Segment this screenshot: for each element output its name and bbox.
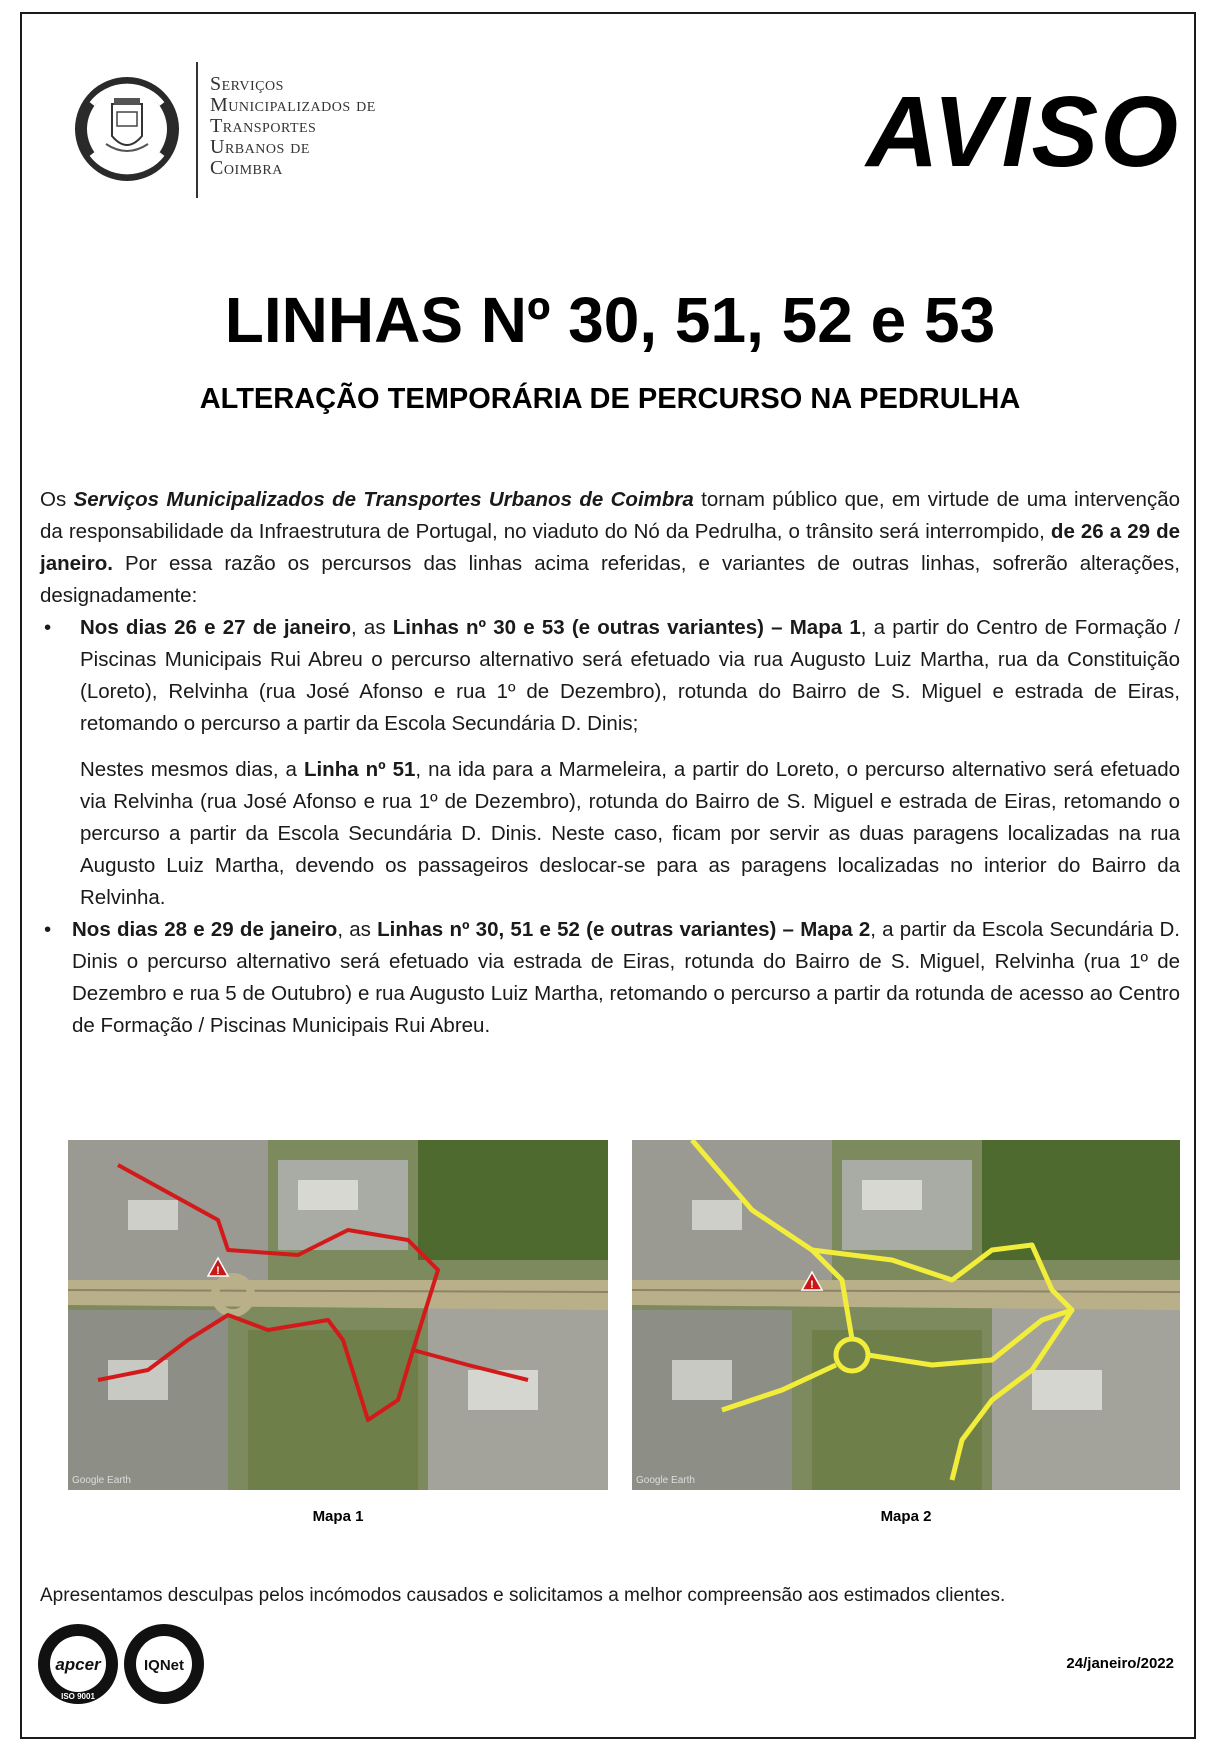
iqnet-certification-logo: [122, 1622, 206, 1706]
bullet-text: , as: [351, 616, 393, 639]
apology-text: Apresentamos desculpas pelos incómodos causados e solicitamos a melhor compreensão aos estimados clientes.: [40, 1585, 1006, 1606]
svg-text:!: !: [810, 1279, 814, 1291]
page-title: LINHAS Nº 30, 51, 52 e 53: [224, 284, 996, 356]
intro-text: Por essa razão os percursos das linhas acima referidas, e variantes de outras linhas, sofrerão alterações, designadamente:: [40, 552, 1180, 607]
bullet-text: , a partir da Escola Secundária D. Dinis o percurso alternativo será efetuado via estrada de Eiras, rotunda do Bairro de S. Miguel, Relvinha (rua 1º de Dezembro e rua 5 de Outubro) e rua Augusto Luiz Martha, retomando o percurso a partir da rotunda de acesso ao Centro de Formação / Piscinas Municipais Rui Abreu.: [72, 918, 1180, 1037]
organization-name: [210, 74, 376, 179]
bullet-text: , as: [337, 918, 378, 941]
subpara-text: Nestes mesmos dias, a: [80, 758, 304, 781]
intro-text: Os: [40, 488, 74, 511]
org-line: Municipalizados de: [210, 94, 376, 116]
bullet-lines: Linhas nº 30 e 53 (e outras variantes) – Mapa 1: [392, 616, 861, 639]
map-1-image: [68, 1140, 608, 1490]
smtuc-logo: [72, 74, 182, 184]
notice-date: 24/janeiro/2022: [1066, 1655, 1174, 1672]
bullet-dates: Nos dias 28 e 29 de janeiro: [72, 918, 338, 941]
bullet-text: , a partir do Centro de Formação / Piscinas Municipais Rui Abreu o percurso alternativo será efetuado via rua Augusto Luiz Martha, rua da Constituição (Loreto), Relvinha (rua José Afonso e rua 1º de Dezembro), rotunda do Bairro de S. Miguel e estrada de Eiras, retomando o percurso a partir da Escola Secundária D. Dinis;: [80, 616, 1180, 735]
org-line: Urbanos de: [210, 136, 310, 158]
header-divider: [196, 62, 198, 198]
bullet-marker: •: [44, 918, 52, 941]
iqnet-text: IQNet: [143, 1657, 185, 1674]
org-line: Transportes: [210, 115, 317, 137]
map-2-image: [632, 1140, 1180, 1490]
bullet-dates: Nos dias 26 e 27 de janeiro: [80, 616, 352, 639]
intro-paragraph: [40, 484, 1180, 612]
bullet-lines: Linhas nº 30, 51 e 52 (e outras variantes) – Mapa 2: [377, 918, 871, 941]
map-1-caption: Mapa 1: [312, 1508, 364, 1525]
notice-label: AVISO: [866, 76, 1180, 188]
bullet-map2: [40, 914, 1180, 1042]
map-watermark: Google Earth: [636, 1475, 695, 1486]
line51-paragraph: [40, 754, 1180, 914]
subpara-text: , na ida para a Marmeleira, a partir do Loreto, o percurso alternativo será efetuado via Relvinha (rua José Afonso e rua 1º de Dezembro), rotunda do Bairro de S. Miguel e estrada de Eiras, retomando o percurso a partir da Escola Secundária D. Dinis. Neste caso, ficam por servir as duas paragens localizadas na rua Augusto Luiz Martha, devendo os passageiros deslocar-se para as paragens localizadas no interior do Bairro da Relvinha.: [80, 758, 1180, 909]
apcer-certification-logo: [36, 1622, 120, 1706]
notice-body: [40, 484, 1180, 1042]
iso-text: ISO 9001: [61, 1692, 95, 1701]
bullet-marker: •: [44, 616, 52, 639]
org-line: Coimbra: [210, 157, 283, 179]
apcer-text: apcer: [55, 1655, 101, 1674]
maps-section: [68, 1140, 1180, 1490]
org-line: Serviços: [210, 73, 284, 95]
page-subtitle: ALTERAÇÃO TEMPORÁRIA DE PERCURSO NA PEDRULHA: [199, 383, 1021, 415]
org-name-inline: Serviços Municipalizados de Transportes Urbanos de Coimbra: [73, 488, 694, 511]
interruption-dates: de 26 a 29 de janeiro.: [40, 520, 1181, 575]
map-2-caption: Mapa 2: [880, 1508, 932, 1525]
bullet-map1: [40, 612, 1180, 740]
line-51-label: Linha nº 51: [303, 758, 416, 781]
map-watermark: Google Earth: [72, 1475, 131, 1486]
svg-text:!: !: [216, 1265, 220, 1277]
intro-text: tornam público que, em virtude de uma intervenção da responsabilidade da Infraestrutura de Portugal, no viaduto do Nó da Pedrulha, o trânsito será interrompido,: [40, 488, 1180, 543]
